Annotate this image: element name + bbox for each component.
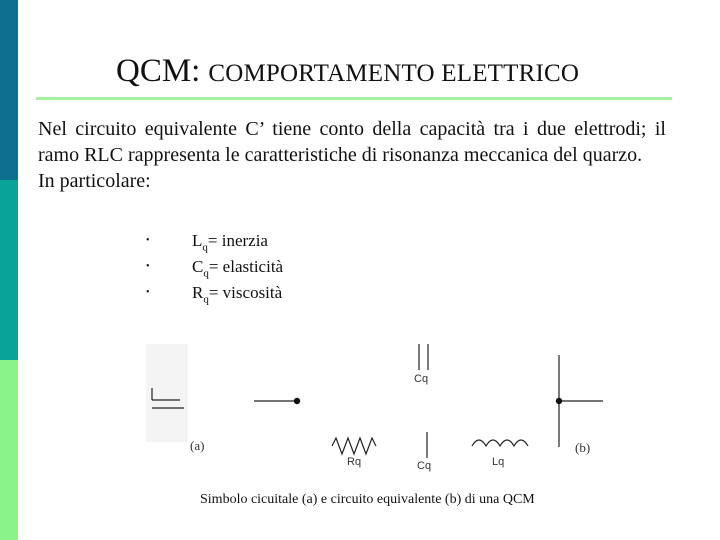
- intro-lead: In particolare:: [38, 170, 151, 192]
- inductor-icon: [472, 440, 528, 446]
- label-cq-bottom: Cq: [417, 460, 432, 472]
- equivalent-circuit: [254, 344, 603, 458]
- intro-paragraph: Nel circuito equivalente C’ tiene conto della capacità tra i due elettrodi; il ramo RLC rappresenta le caratteristiche di risonanza meccanica del quarzo.: [38, 118, 666, 166]
- bullet-icon: •: [146, 287, 150, 298]
- label-a: (a): [190, 438, 205, 453]
- node-dot-left: [294, 398, 300, 404]
- bullet-icon: •: [146, 235, 150, 246]
- list-item-text: $R_q=$ viscosità: [192, 283, 283, 306]
- label-b: (b): [575, 440, 591, 455]
- label-rq: Rq: [347, 456, 362, 468]
- figure-caption: Simbolo cicuitale (a) e circuito equivalente (b) di una QCM: [200, 492, 535, 507]
- label-lq: Lq: [492, 456, 505, 468]
- title-prefix: QCM:: [116, 53, 201, 89]
- bullet-icon: •: [146, 261, 150, 272]
- node-dot-right: [556, 398, 562, 404]
- resistor-icon: [332, 438, 376, 454]
- title-rest: COMPORTAMENTO ELETTRICO: [208, 60, 580, 87]
- label-cq-top: Cq: [414, 373, 429, 385]
- list-item-text: $L_q=$ inerzia: [192, 231, 268, 254]
- list-item-text: $C_q=$ elasticità: [192, 257, 284, 280]
